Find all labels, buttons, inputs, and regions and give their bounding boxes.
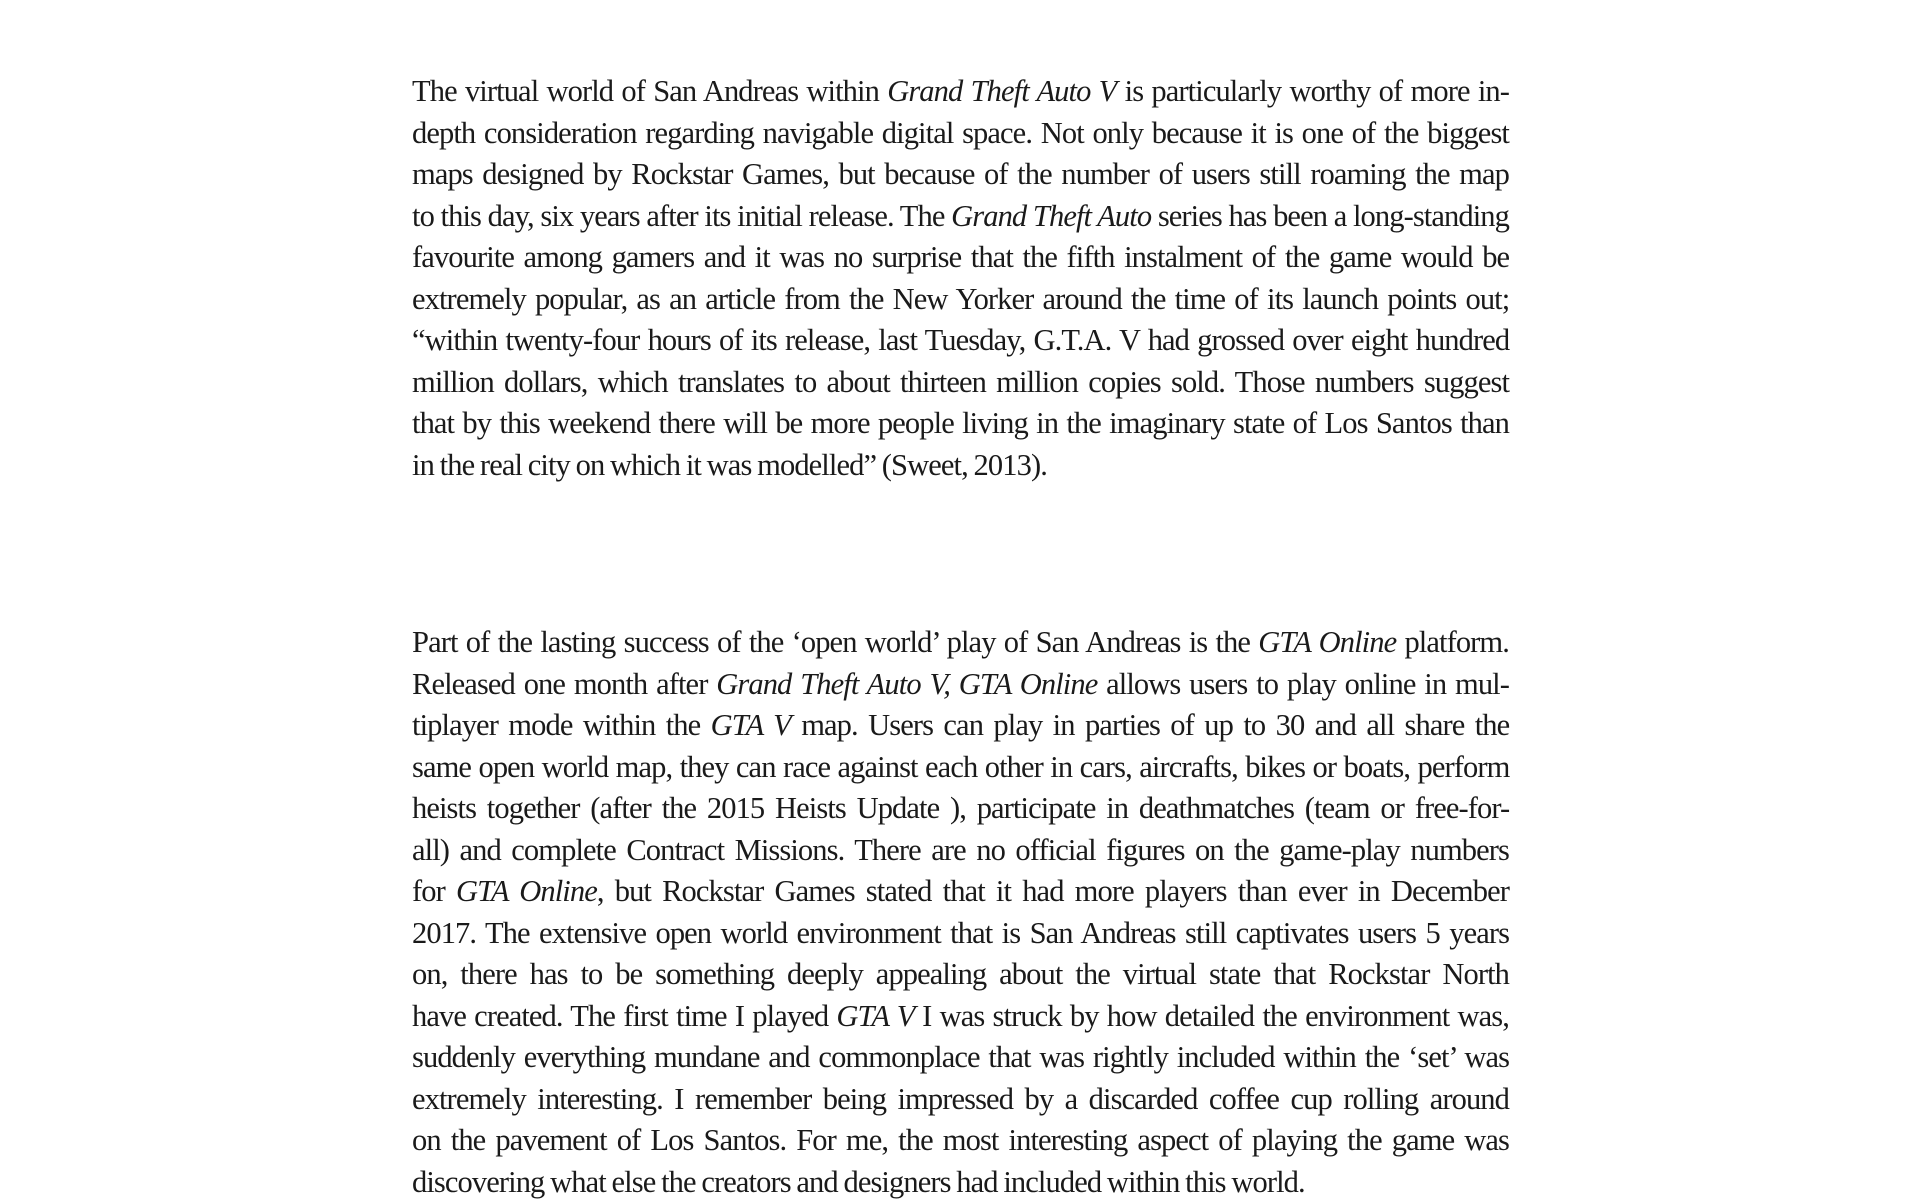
text-run: have created. The first time I played <box>412 999 836 1033</box>
text-run: 2017. The extensive open world environment that is San Andreas still captivates users 5 years <box>412 916 1509 950</box>
text-line <box>412 196 1509 238</box>
text-run: extremely interesting. I remember being impressed by a discarded coffee cup rolling around <box>412 1082 1509 1116</box>
italic-title: Grand Theft Auto V, GTA Online <box>716 667 1097 701</box>
text-line <box>412 747 1509 789</box>
text-line <box>412 71 1509 113</box>
text-line <box>412 113 1509 155</box>
text-run: depth consideration regarding navigable digital space. Not only because it is one of the biggest <box>412 116 1509 150</box>
text-line <box>412 445 1509 487</box>
text-run: maps designed by Rockstar Games, but because of the number of users still roaming the map <box>412 157 1509 191</box>
text-run: million dollars, which translates to about thirteen million copies sold. Those numbers suggest <box>412 365 1509 399</box>
text-line <box>412 622 1509 664</box>
text-run: allows users to play online in mul- <box>1097 667 1509 701</box>
text-line <box>412 279 1509 321</box>
italic-title: GTA V <box>711 708 791 742</box>
text-run: on the pavement of Los Santos. For me, the most interesting aspect of playing the game was <box>412 1123 1509 1157</box>
text-run: on, there has to be something deeply appealing about the virtual state that Rockstar North <box>412 957 1509 991</box>
text-run: is particularly worthy of more in- <box>1116 74 1509 108</box>
italic-title: GTA Online <box>1258 625 1396 659</box>
paragraph-gta-v-world <box>412 71 1509 486</box>
paragraph-gta-online <box>412 622 1509 1203</box>
text-run: favourite among gamers and it was no surprise that the fifth instalment of the game would be <box>412 240 1509 274</box>
text-line <box>412 1079 1509 1121</box>
text-line <box>412 1162 1509 1203</box>
text-run: platform. <box>1396 625 1509 659</box>
text-run: for <box>412 874 456 908</box>
italic-title: GTA V <box>836 999 922 1033</box>
text-line <box>412 871 1509 913</box>
italic-title: Grand Theft Auto V <box>887 74 1116 108</box>
text-run: same open world map, they can race against each other in cars, aircrafts, bikes or boats, perform <box>412 750 1509 784</box>
text-line <box>412 954 1509 996</box>
text-run: that by this weekend there will be more people living in the imaginary state of Los Santos than <box>412 406 1509 440</box>
text-run: series has been a long-standing <box>1151 199 1509 233</box>
text-line <box>412 362 1509 404</box>
text-line <box>412 788 1509 830</box>
text-line <box>412 403 1509 445</box>
text-run: discovering what else the creators and designers had included within this world. <box>412 1165 1305 1199</box>
text-line <box>412 705 1509 747</box>
text-line <box>412 154 1509 196</box>
text-line <box>412 237 1509 279</box>
text-line <box>412 830 1509 872</box>
text-run: “within twenty-four hours of its release, last Tuesday, G.T.A. V had grossed over eight hundred <box>412 323 1509 357</box>
text-run: suddenly everything mundane and commonplace that was rightly included within the ‘set’ was <box>412 1040 1509 1074</box>
text-line <box>412 1037 1509 1079</box>
italic-title: GTA Online <box>456 874 597 908</box>
text-run: I was struck by how detailed the environment was, <box>922 999 1509 1033</box>
text-line <box>412 320 1509 362</box>
italic-title: Grand Theft Auto <box>951 199 1151 233</box>
text-run: Released one month after <box>412 667 716 701</box>
text-run: extremely popular, as an article from the New Yorker around the time of its launch points out; <box>412 282 1509 316</box>
text-run: , but Rockstar Games stated that it had more players than ever in December <box>597 874 1509 908</box>
text-run: all) and complete Contract Missions. There are no official figures on the game-play numbers <box>412 833 1509 867</box>
text-run: heists together (after the 2015 Heists Update ), participate in deathmatches (team or free-for- <box>412 791 1509 825</box>
text-line <box>412 664 1509 706</box>
text-run: tiplayer mode within the <box>412 708 711 742</box>
text-line <box>412 913 1509 955</box>
text-run: to this day, six years after its initial release. The <box>412 199 951 233</box>
text-line <box>412 996 1509 1038</box>
text-run: map. Users can play in parties of up to 30 and all share the <box>791 708 1509 742</box>
text-line <box>412 1120 1509 1162</box>
text-run: The virtual world of San Andreas within <box>412 74 887 108</box>
text-run: in the real city on which it was modelled” (Sweet, 2013). <box>412 448 1047 482</box>
text-run: Part of the lasting success of the ‘open world’ play of San Andreas is the <box>412 625 1258 659</box>
